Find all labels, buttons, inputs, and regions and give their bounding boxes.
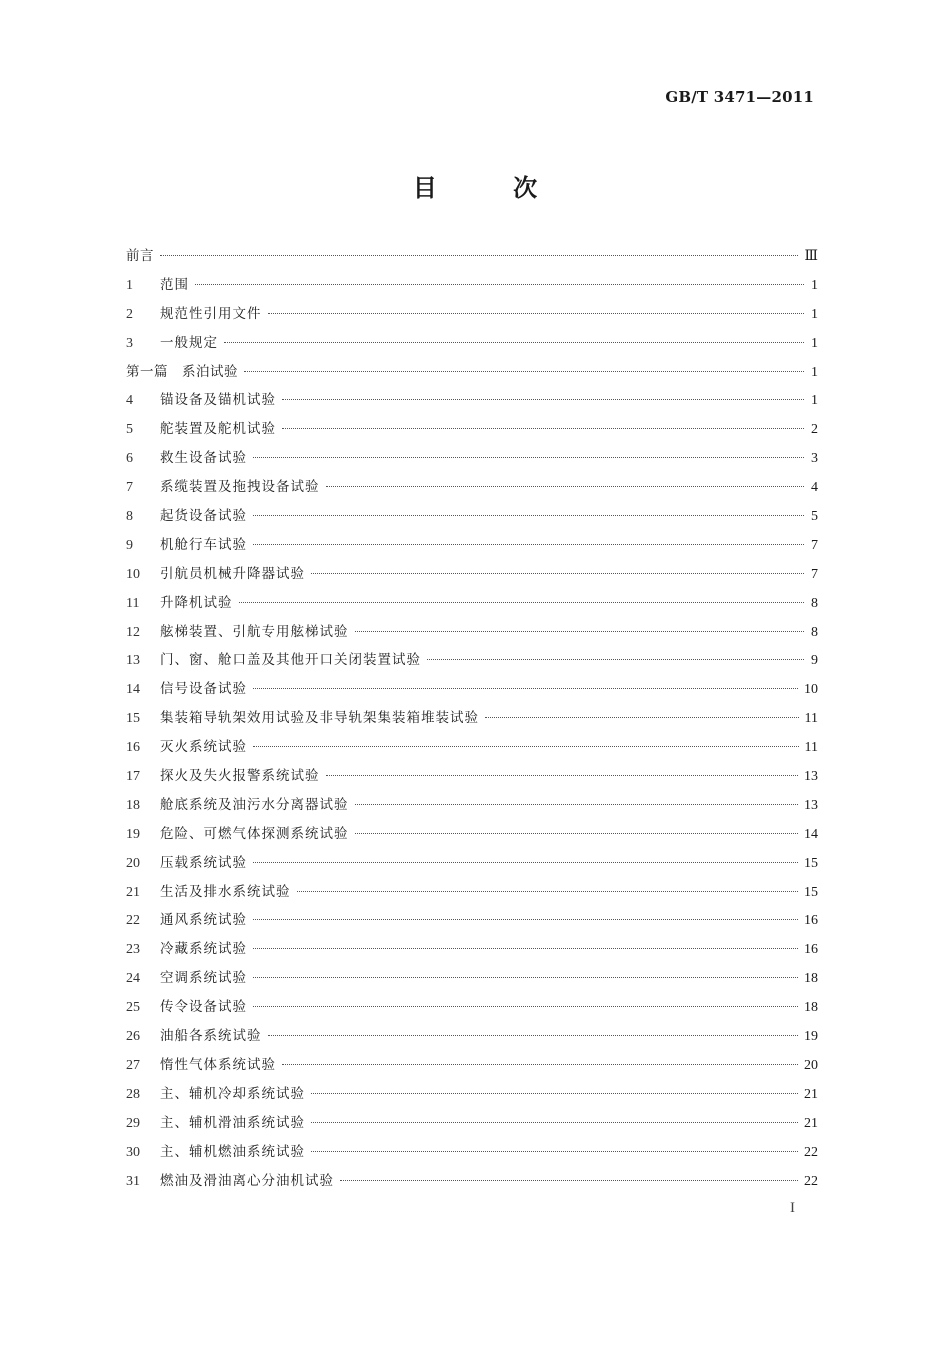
toc-entry-label: 生活及排水系统试验 — [160, 883, 291, 900]
toc-entry[interactable] — [126, 273, 818, 302]
toc-entry-number: 17 — [126, 769, 140, 785]
dot-leader — [253, 746, 799, 747]
toc-entry-label: 第一篇 系泊试验 — [126, 363, 238, 380]
toc-entry-number: 14 — [126, 682, 140, 698]
toc-entry[interactable] — [126, 533, 818, 562]
toc-entry-number: 22 — [126, 913, 140, 929]
dot-leader — [253, 515, 804, 516]
toc-entry-page: 7 — [811, 537, 818, 553]
dot-leader — [244, 371, 804, 372]
toc-entry[interactable] — [126, 764, 818, 793]
toc-entry-page: 5 — [811, 509, 818, 525]
toc-entry[interactable] — [126, 735, 818, 764]
toc-entry-page: 16 — [804, 942, 818, 958]
toc-entry-number: 4 — [126, 393, 133, 409]
toc-entry[interactable] — [126, 562, 818, 591]
toc-entry-page: 18 — [804, 1000, 818, 1016]
toc-entry[interactable] — [126, 620, 818, 649]
toc-entry-page: 13 — [804, 797, 818, 813]
toc-entry-page: 22 — [804, 1144, 818, 1160]
toc-entry-page: 15 — [804, 884, 818, 900]
dot-leader — [253, 862, 798, 863]
toc-entry-label: 系缆装置及拖拽设备试验 — [160, 479, 320, 496]
toc-entry-number: 1 — [126, 277, 133, 293]
toc-entry-page: 14 — [804, 826, 818, 842]
toc-entry-number: 8 — [126, 509, 133, 525]
toc-entry-page: 11 — [804, 711, 818, 727]
toc-entry[interactable] — [126, 1053, 818, 1082]
toc-entry-label: 危险、可燃气体探测系统试验 — [160, 825, 349, 842]
toc-entry-page: 20 — [804, 1057, 818, 1073]
toc-entry-page: 1 — [811, 335, 818, 351]
toc-entry-page: 1 — [811, 277, 818, 293]
toc-entry-page: 10 — [804, 682, 818, 698]
toc-entry-number: 28 — [126, 1086, 140, 1102]
toc-entry[interactable] — [126, 360, 818, 389]
toc-entry-number: 15 — [126, 711, 140, 727]
toc-entry-label: 门、窗、舱口盖及其他开口关闭装置试验 — [160, 652, 421, 669]
toc-entry-number: 26 — [126, 1029, 140, 1045]
toc-entry[interactable] — [126, 822, 818, 851]
toc-entry-label: 范围 — [160, 276, 189, 293]
toc-entry-page: 13 — [804, 769, 818, 785]
toc-entry-page: 1 — [811, 364, 818, 380]
toc-entry-label: 压载系统试验 — [160, 854, 247, 871]
dot-leader — [282, 1064, 798, 1065]
dot-leader — [427, 659, 804, 660]
dot-leader — [239, 602, 805, 603]
toc-entry[interactable] — [126, 331, 818, 360]
dot-leader — [282, 428, 804, 429]
toc-entry-label: 通风系统试验 — [160, 912, 247, 929]
toc-entry[interactable] — [126, 706, 818, 735]
toc-entry-label: 主、辅机燃油系统试验 — [160, 1143, 305, 1160]
standard-code: GB/T 3471—2011 — [665, 88, 814, 106]
dot-leader — [311, 1122, 798, 1123]
toc-entry[interactable] — [126, 937, 818, 966]
toc-entry-number: 6 — [126, 451, 133, 467]
toc-entry[interactable] — [126, 880, 818, 909]
toc-entry-number: 2 — [126, 306, 133, 322]
dot-leader — [195, 284, 804, 285]
toc-entry-label: 燃油及滑油离心分油机试验 — [160, 1172, 334, 1189]
dot-leader — [253, 544, 804, 545]
page-number: I — [790, 1200, 795, 1216]
toc-entry-number: 21 — [126, 884, 140, 900]
toc-entry-label: 油船各系统试验 — [160, 1028, 262, 1045]
dot-leader — [282, 399, 804, 400]
dot-leader — [224, 342, 804, 343]
toc-entry[interactable] — [126, 1024, 818, 1053]
toc-entry-page: Ⅲ — [804, 249, 818, 264]
dot-leader — [268, 313, 805, 314]
dot-leader — [326, 486, 805, 487]
dot-leader — [340, 1180, 798, 1181]
toc-entry-number: 9 — [126, 537, 133, 553]
toc-entry-label: 主、辅机冷却系统试验 — [160, 1085, 305, 1102]
dot-leader — [297, 891, 799, 892]
toc-entry-page: 3 — [811, 451, 818, 467]
dot-leader — [485, 717, 799, 718]
toc-entry-page: 7 — [811, 566, 818, 582]
toc-entry-number: 18 — [126, 797, 140, 813]
toc-entry-page: 8 — [811, 624, 818, 640]
toc-entry-label: 信号设备试验 — [160, 681, 247, 698]
toc-entry-label: 机舱行车试验 — [160, 536, 247, 553]
toc-entry-number: 20 — [126, 855, 140, 871]
dot-leader — [253, 688, 798, 689]
toc-entry[interactable] — [126, 417, 818, 446]
toc-entry-label: 灭火系统试验 — [160, 739, 247, 756]
toc-entry[interactable] — [126, 475, 818, 504]
toc-entry[interactable] — [126, 677, 818, 706]
toc-entry-page: 11 — [804, 740, 818, 756]
toc-entry[interactable] — [126, 851, 818, 880]
dot-leader — [253, 1006, 798, 1007]
dot-leader — [355, 833, 799, 834]
toc-entry-number: 27 — [126, 1057, 140, 1073]
toc-entry[interactable] — [126, 1082, 818, 1111]
toc-entry-number: 11 — [126, 595, 140, 611]
toc-entry[interactable] — [126, 504, 818, 533]
toc-entry-label: 规范性引用文件 — [160, 305, 262, 322]
toc-entry[interactable] — [126, 908, 818, 937]
dot-leader — [253, 457, 804, 458]
toc-entry[interactable] — [126, 793, 818, 822]
toc-entry-label: 舱底系统及油污水分离器试验 — [160, 796, 349, 813]
toc-entry-number: 19 — [126, 826, 140, 842]
dot-leader — [355, 631, 805, 632]
toc-title: 目 次 — [412, 174, 572, 202]
toc-entry-label: 前言 — [126, 248, 154, 264]
toc-entry-label: 引航员机械升降器试验 — [160, 565, 305, 582]
toc-entry[interactable] — [126, 388, 818, 417]
toc-entry-number: 25 — [126, 1000, 140, 1016]
toc-entry-page: 22 — [804, 1173, 818, 1189]
dot-leader — [253, 919, 798, 920]
toc-entry-label: 升降机试验 — [160, 594, 233, 611]
toc-entry-page: 21 — [804, 1086, 818, 1102]
toc-entry-page: 8 — [811, 595, 818, 611]
dot-leader — [160, 255, 798, 256]
toc-entry-page: 2 — [811, 422, 818, 438]
toc-entry-label: 起货设备试验 — [160, 508, 247, 525]
toc-entry-label: 集装箱导轨架效用试验及非导轨架集装箱堆装试验 — [160, 710, 479, 727]
toc-entry-number: 31 — [126, 1173, 140, 1189]
toc-entry-page: 9 — [811, 653, 818, 669]
toc-entry-number: 3 — [126, 335, 133, 351]
toc-entry-page: 16 — [804, 913, 818, 929]
toc-entry-number: 23 — [126, 942, 140, 958]
toc-entry-label: 冷藏系统试验 — [160, 941, 247, 958]
toc-entry-label: 舷梯装置、引航专用舷梯试验 — [160, 623, 349, 640]
toc-entry-number: 7 — [126, 480, 133, 496]
dot-leader — [355, 804, 799, 805]
toc-entry[interactable] — [126, 1140, 818, 1169]
dot-leader — [311, 1151, 798, 1152]
toc-entry[interactable] — [126, 966, 818, 995]
toc-entry[interactable] — [126, 1169, 818, 1198]
toc-entry-page: 1 — [811, 393, 818, 409]
toc-entry-label: 救生设备试验 — [160, 450, 247, 467]
toc-entry[interactable] — [126, 648, 818, 677]
toc-entry-page: 4 — [811, 480, 818, 496]
toc-entry-label: 一般规定 — [160, 334, 218, 351]
toc-entry-page: 1 — [811, 306, 818, 322]
toc-entry-label: 锚设备及锚机试验 — [160, 392, 276, 409]
dot-leader — [311, 573, 804, 574]
toc-entry-label: 惰性气体系统试验 — [160, 1056, 276, 1073]
toc-entry-number: 24 — [126, 971, 140, 987]
toc-entry-label: 舵装置及舵机试验 — [160, 421, 276, 438]
dot-leader — [253, 977, 798, 978]
toc-entry[interactable] — [126, 1111, 818, 1140]
toc-entry[interactable] — [126, 302, 818, 331]
dot-leader — [311, 1093, 798, 1094]
toc-entry-label: 主、辅机滑油系统试验 — [160, 1114, 305, 1131]
dot-leader — [253, 948, 798, 949]
toc-entry[interactable] — [126, 995, 818, 1024]
toc-entry-label: 传令设备试验 — [160, 999, 247, 1016]
table-of-contents — [126, 244, 818, 1197]
toc-entry-page: 15 — [804, 855, 818, 871]
toc-entry[interactable] — [126, 591, 818, 620]
toc-entry-number: 13 — [126, 653, 140, 669]
toc-entry-page: 18 — [804, 971, 818, 987]
toc-entry-label: 空调系统试验 — [160, 970, 247, 987]
toc-entry-page: 19 — [804, 1029, 818, 1045]
toc-entry[interactable] — [126, 244, 818, 273]
dot-leader — [326, 775, 799, 776]
toc-entry-number: 16 — [126, 740, 140, 756]
toc-entry-number: 10 — [126, 566, 140, 582]
toc-entry-number: 30 — [126, 1144, 140, 1160]
toc-entry-number: 12 — [126, 624, 140, 640]
toc-entry[interactable] — [126, 446, 818, 475]
toc-entry-label: 探火及失火报警系统试验 — [160, 768, 320, 785]
toc-entry-number: 5 — [126, 422, 133, 438]
toc-entry-page: 21 — [804, 1115, 818, 1131]
dot-leader — [268, 1035, 799, 1036]
toc-entry-number: 29 — [126, 1115, 140, 1131]
